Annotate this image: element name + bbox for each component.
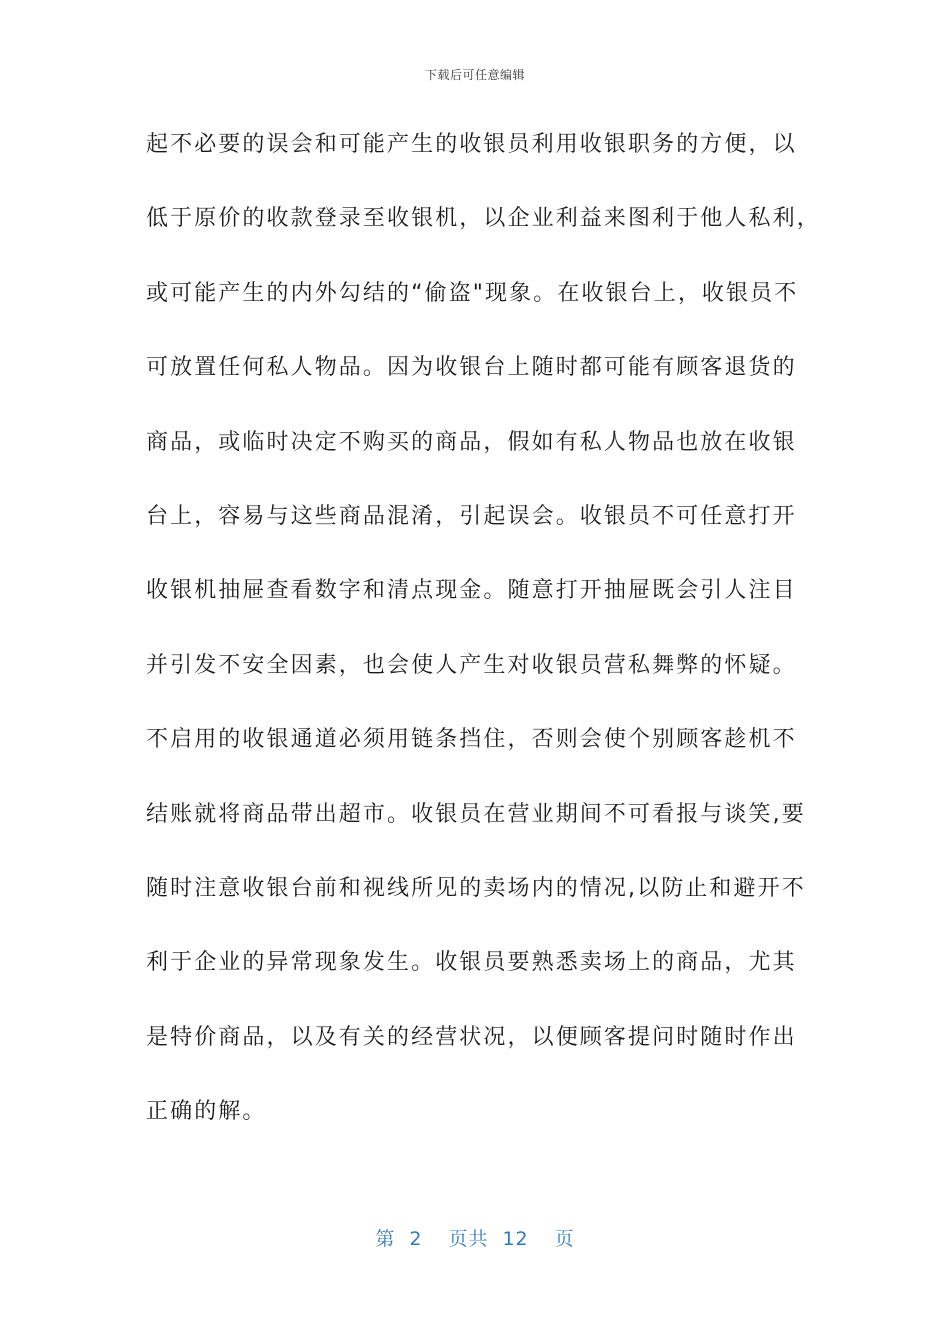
footer-total-pages: 12 (502, 1228, 529, 1250)
text-line: 起不必要的误会和可能产生的收银员利用收银职务的方便，以 (146, 132, 797, 157)
text-line: 台上，容易与这些商品混淆，引起误会。收银员不可任意打开 (146, 503, 797, 529)
text-line: 结账就将商品带出超市。收银员在营业期间不可看报与谈笑,要 (146, 801, 806, 827)
text-line: 可放置任何私人物品。因为收银台上随时都可能有顾客退货的 (146, 355, 797, 381)
text-line: 并引发不安全因素，也会使人产生对收银员营私舞弊的怀疑。 (146, 652, 797, 678)
text-line: 不启用的收银通道必须用链条挡住，否则会使个别顾客趁机不 (146, 727, 797, 753)
text-line: 利于企业的异常现象发生。收银员要熟悉卖场上的商品，尤其 (146, 950, 797, 976)
text-line: 或可能产生的内外勾结的“偷盗"现象。在收银台上，收银员不 (146, 280, 799, 306)
text-line: 商品，或临时决定不购买的商品，假如有私人物品也放在收银 (146, 429, 797, 455)
page-footer (0, 1224, 950, 1251)
footer-suffix: 页 (554, 1228, 575, 1250)
text-line: 正确的解。 (146, 1099, 267, 1125)
document-body (146, 122, 821, 1163)
footer-prefix: 第 (375, 1228, 396, 1250)
text-line: 收银机抽屉查看数字和清点现金。随意打开抽屉既会引人注目 (146, 578, 797, 604)
footer-middle: 页共 (448, 1228, 489, 1250)
page-header-note: 下载后可任意编辑 (424, 68, 525, 82)
footer-current-page: 2 (409, 1228, 423, 1250)
text-line: 随时注意收银台前和视线所见的卖场内的情况,以防止和避开不 (146, 875, 806, 901)
text-line: 低于原价的收款登录至收银机，以企业利益来图利于他人私利， (146, 206, 821, 232)
text-line: 是特价商品，以及有关的经营状况，以便顾客提问时随时作出 (146, 1024, 797, 1050)
